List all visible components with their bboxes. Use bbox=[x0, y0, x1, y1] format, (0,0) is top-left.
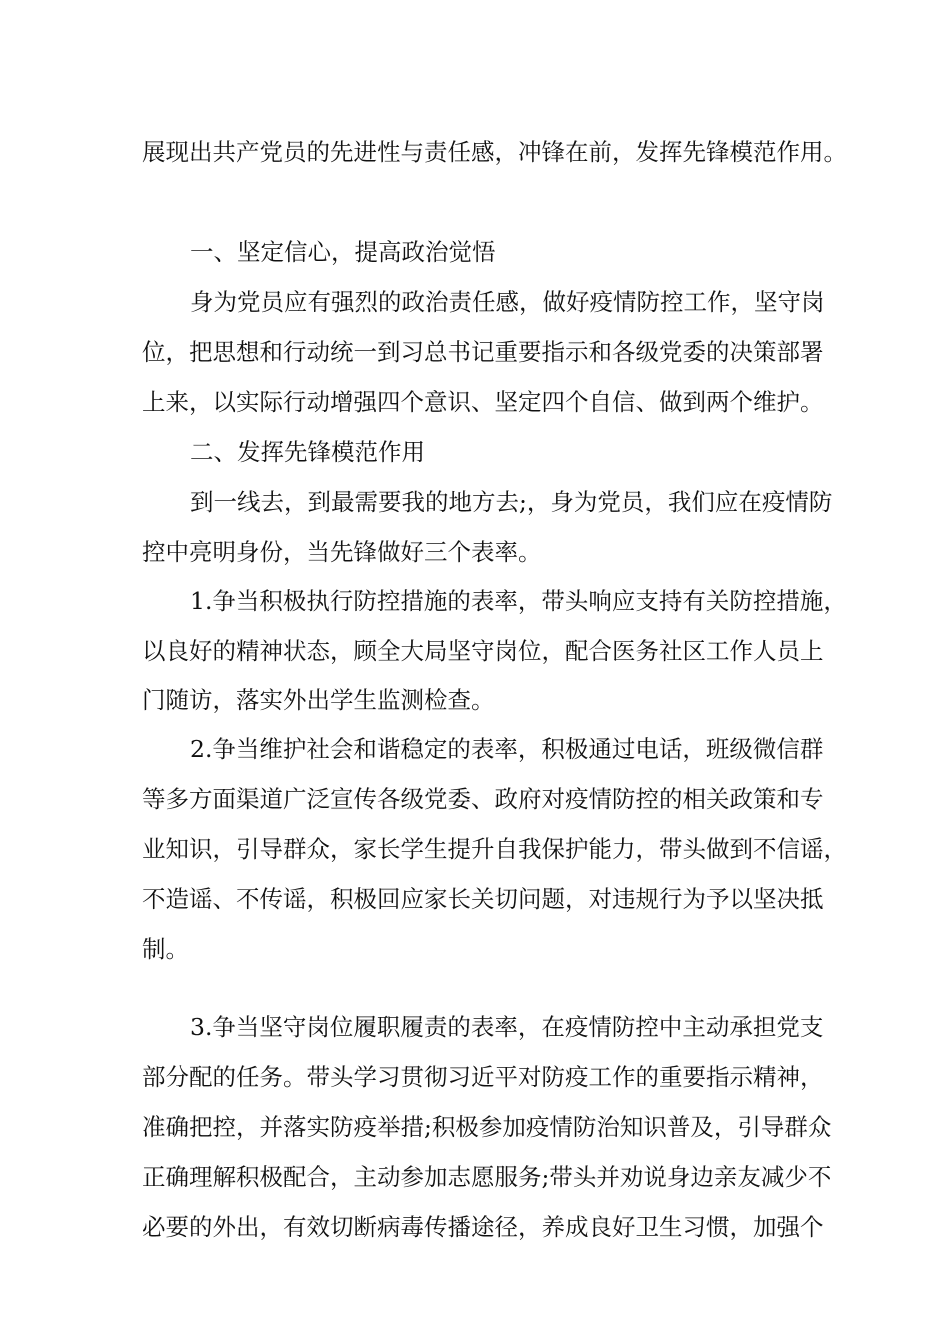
body-text-line: 准确把控，并落实防疫举措;积极参加疫情防治知识普及，引导群众 bbox=[142, 1113, 832, 1141]
body-text-line: 位，把思想和行动统一到习总书记重要指示和各级党委的决策部署 bbox=[142, 338, 824, 366]
list-item-line: 3.争当坚守岗位履职履责的表率，在疫情防控中主动承担党支 bbox=[190, 1013, 824, 1041]
body-text-line: 控中亮明身份，当先锋做好三个表率。 bbox=[142, 538, 542, 566]
list-item-line: 2.争当维护社会和谐稳定的表率，积极通过电话，班级微信群 bbox=[190, 735, 824, 763]
body-text-line: 展现出共产党员的先进性与责任感，冲锋在前，发挥先锋模范作用。 bbox=[142, 138, 847, 166]
body-text-line: 上来，以实际行动增强四个意识、坚定四个自信、做到两个维护。 bbox=[142, 388, 824, 416]
list-item-line: 1.争当积极执行防控措施的表率，带头响应支持有关防控措施， bbox=[190, 587, 847, 615]
body-text-line: 正确理解积极配合，主动参加志愿服务;带头并劝说身边亲友减少不 bbox=[142, 1163, 832, 1191]
body-text-line: 身为党员应有强烈的政治责任感，做好疫情防控工作，坚守岗 bbox=[190, 288, 825, 316]
section-heading: 一、坚定信心，提高政治觉悟 bbox=[190, 238, 496, 266]
body-text-line: 以良好的精神状态，顾全大局坚守岗位，配合医务社区工作人员上 bbox=[142, 637, 824, 665]
body-text-line: 门随访，落实外出学生监测检查。 bbox=[142, 686, 495, 714]
body-text-line: 等多方面渠道广泛宣传各级党委、政府对疫情防控的相关政策和专 bbox=[142, 785, 824, 813]
body-text-line: 业知识，引导群众，家长学生提升自我保护能力，带头做到不信谣， bbox=[142, 835, 847, 863]
section-heading: 二、发挥先锋模范作用 bbox=[190, 438, 425, 466]
body-text-line: 必要的外出，有效切断病毒传播途径，养成良好卫生习惯，加强个 bbox=[142, 1213, 824, 1241]
body-text-line: 不造谣、不传谣，积极回应家长关切问题，对违规行为予以坚决抵 bbox=[142, 885, 824, 913]
body-text-line: 部分配的任务。带头学习贯彻习近平对防疫工作的重要指示精神， bbox=[142, 1063, 824, 1091]
body-text-line: 制。 bbox=[142, 935, 189, 963]
body-text-line: 到一线去，到最需要我的地方去;，身为党员，我们应在疫情防 bbox=[190, 488, 833, 516]
